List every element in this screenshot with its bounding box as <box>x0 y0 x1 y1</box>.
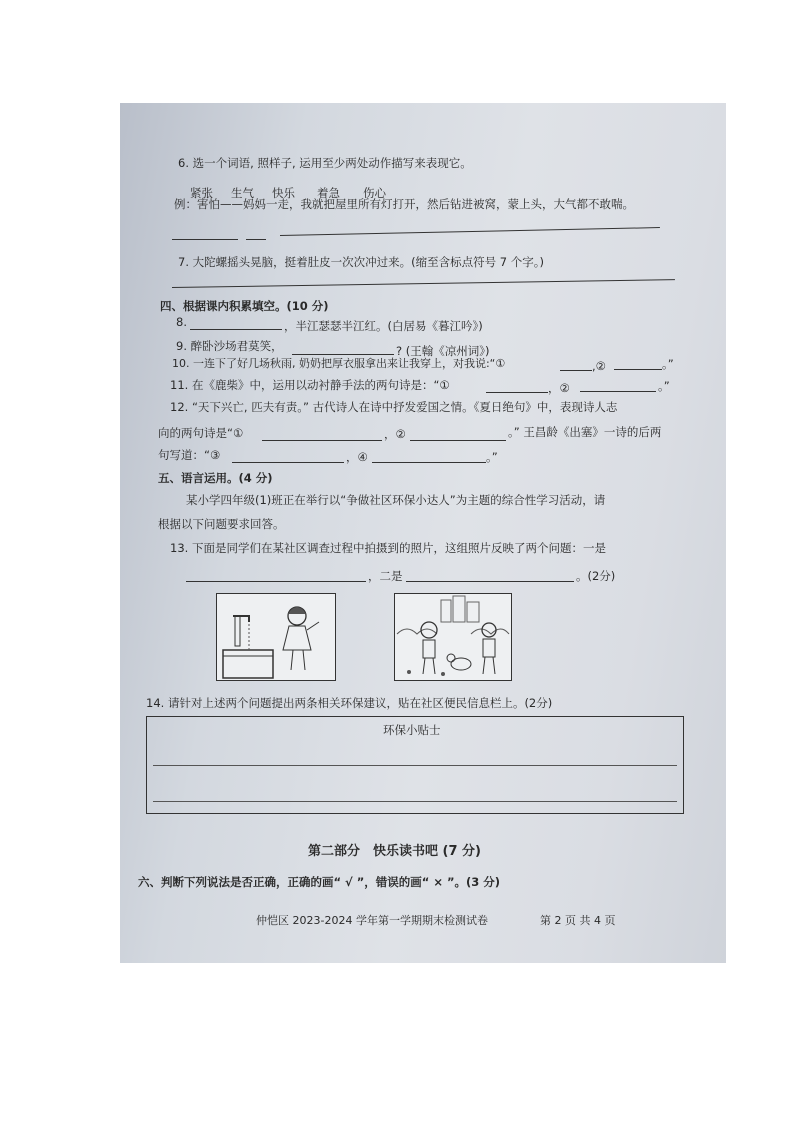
q8-number: 8. <box>176 315 187 329</box>
footer-page-number: 第 2 页 共 4 页 <box>540 914 616 927</box>
tips-title: 环保小贴士 <box>383 723 441 737</box>
q13-blank-1[interactable] <box>186 581 366 582</box>
section5-title: 五、语言运用。(4 分) <box>158 471 273 485</box>
q12-line3-mid: ，④ <box>346 450 368 464</box>
q6-example: 例：害怕——妈妈一走，我就把屋里所有灯打开，然后钻进被窝，蒙上头，大气都不敢喘。 <box>174 197 634 211</box>
q8-text: ，半江瑟瑟半江红。(白居易《暮江吟》) <box>284 319 483 333</box>
q14-text: 14. 请针对上述两个问题提出两条相关环保建议，贴在社区便民信息栏上。(2分) <box>146 696 553 710</box>
q11-blank-1[interactable] <box>486 392 548 393</box>
part2-title: 第二部分 快乐读书吧 (7 分) <box>308 844 481 859</box>
tips-line-2[interactable] <box>153 801 677 802</box>
photo-dog-litter <box>394 593 512 681</box>
q7-answer-line[interactable] <box>172 279 675 288</box>
q12-blank-2[interactable] <box>410 440 506 441</box>
q11-mid: ，② <box>548 381 570 395</box>
q9-tail: ? (王翰《凉州词》) <box>396 344 490 358</box>
section6-title: 六、判断下列说法是否正确，正确的画“ √ ”，错误的画“ × ”。(3 分) <box>138 875 501 889</box>
q6-word-3: 快乐 <box>272 186 295 200</box>
q6-word-4: 着急 <box>317 186 340 200</box>
q10-mid: ,② <box>592 359 606 373</box>
dog-walkers-illustration <box>395 594 511 680</box>
q11-text: 11. 在《鹿柴》中，运用以动衬静手法的两句诗是：“① <box>170 378 450 392</box>
q10-blank-2[interactable] <box>614 369 662 370</box>
footer-exam-name: 仲恺区 2023-2024 学年第一学期期末检测试卷 <box>256 914 488 927</box>
q11-blank-2[interactable] <box>580 391 656 392</box>
q9-text: 9. 醉卧沙场君莫笑， <box>176 339 283 353</box>
q12-line3-start: 句写道：“③ <box>158 448 221 462</box>
q12-line2-start: 向的两句诗是“① <box>158 426 244 440</box>
q12-line1: 12. “天下兴亡, 匹夫有责。” 古代诗人在诗中抒发爱国之情。《夏日绝句》中，表现诗人志 <box>170 400 618 414</box>
q6-prompt: 6. 选一个词语, 照样子, 运用至少两处动作描写来表现它。 <box>178 156 472 170</box>
q12-blank-3[interactable] <box>232 462 344 463</box>
q6-answer-blank-1[interactable] <box>172 239 238 240</box>
q9-blank[interactable] <box>292 354 394 355</box>
q6-answer-line[interactable] <box>280 227 660 236</box>
q8-blank[interactable] <box>190 329 282 330</box>
q10-blank-1[interactable] <box>560 370 592 371</box>
faucet-girl-illustration <box>217 594 335 680</box>
q12-line3-end: 。” <box>486 450 498 464</box>
photo-running-faucet <box>216 593 336 681</box>
q12-blank-1[interactable] <box>262 440 382 441</box>
q6-word-1: 紧张 <box>190 186 213 200</box>
intro-line2: 根据以下问题要求回答。 <box>158 517 285 531</box>
tips-box <box>146 716 684 814</box>
q10-text: 10. 一连下了好几场秋雨, 奶奶把厚衣服拿出来让我穿上，对我说:“① <box>172 357 506 370</box>
tips-line-1[interactable] <box>153 765 677 766</box>
q6-word-2: 生气 <box>231 186 254 200</box>
q6-word-5: 伤心 <box>363 186 386 200</box>
q12-blank-4[interactable] <box>372 462 486 463</box>
intro-line1: 某小学四年级(1)班正在举行以“争做社区环保小达人”为主题的综合性学习活动，请 <box>186 493 606 507</box>
q7-prompt: 7. 大陀螺摇头晃脑，挺着肚皮一次次冲过来。(缩至含标点符号 7 个字。) <box>178 255 544 269</box>
exam-page <box>120 103 726 963</box>
q12-line2-end: 。” 王昌龄《出塞》一诗的后两 <box>508 425 662 439</box>
q11-end: 。” <box>658 379 670 393</box>
q13-blank-2[interactable] <box>406 581 574 582</box>
q10-end: 。” <box>662 357 674 371</box>
q13-line1: 13. 下面是同学们在某社区调查过程中拍摄到的照片，这组照片反映了两个问题：一是 <box>170 541 606 555</box>
q13-mid: ，二是 <box>368 569 403 583</box>
section4-title: 四、根据课内积累填空。(10 分) <box>160 299 329 313</box>
q12-line2-mid: ，② <box>384 427 406 441</box>
q13-end: 。(2分) <box>576 569 616 583</box>
q6-answer-blank-2[interactable] <box>246 239 266 240</box>
